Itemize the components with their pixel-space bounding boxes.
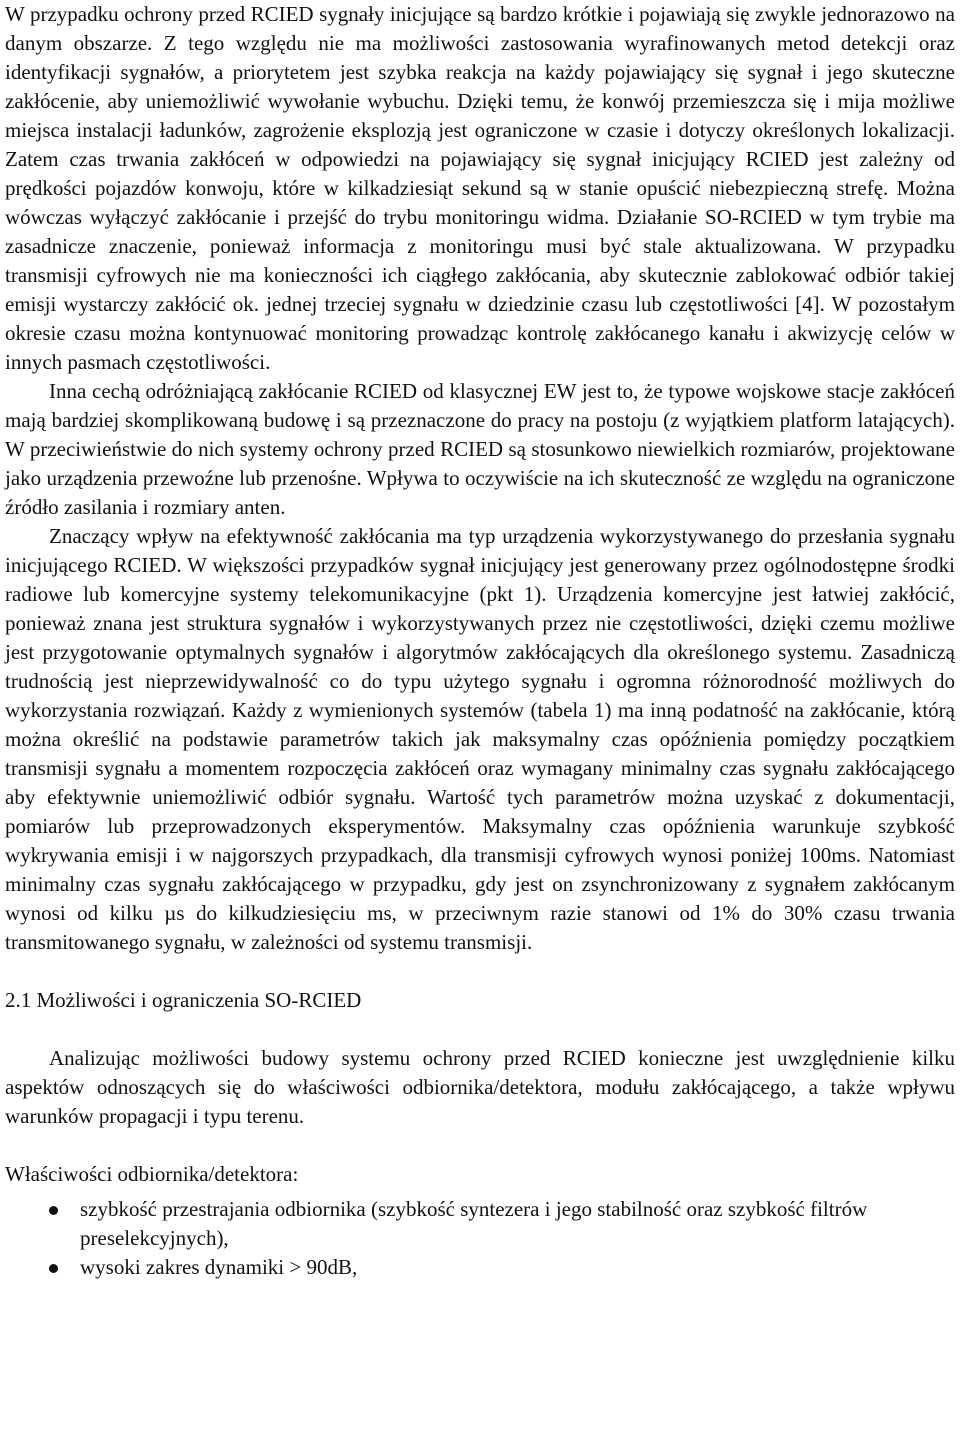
list-item-text: szybkość przestrajania odbiornika (szybkość syntezera i jego stabilność oraz szybkość filtrów preselekcyjnych), xyxy=(80,1197,868,1250)
spacer xyxy=(5,957,955,986)
spacer xyxy=(5,1131,955,1160)
bullet-icon xyxy=(49,1264,58,1273)
list-item xyxy=(5,1195,955,1253)
receiver-properties-list xyxy=(5,1195,955,1282)
receiver-properties-label: Właściwości odbiornika/detektora: xyxy=(5,1162,299,1186)
paragraph-ew-comparison: Inna cechą odróżniającą zakłócanie RCIED od klasycznej EW jest to, że typowe wojskowe stacje zakłóceń mają bardziej skomplikowaną budowę i są przeznaczone do pracy na postoju (z wyjątkiem platform latających). W przeciwieństwie do nich systemy ochrony przed RCIED są stosunkowo niewielkich rozmiarów, projektowane jako urządzenia przewoźne lub przenośne. Wpływa to oczywiście na ich skuteczność ze względu na ograniczone źródło zasilania i rozmiary anten. xyxy=(5,379,955,519)
list-item-text: wysoki zakres dynamiki > 90dB, xyxy=(80,1255,358,1279)
paragraph-analysis: Analizując możliwości budowy systemu ochrony przed RCIED konieczne jest uwzględnienie kilku aspektów odnoszących się do właściwości odbiornika/detektora, modułu zakłócającego, a także wpływu warunków propagacji i typu terenu. xyxy=(5,1046,955,1128)
paragraph-rcied-signals: W przypadku ochrony przed RCIED sygnały inicjujące są bardzo krótkie i pojawiają się zwykle jednorazowo na danym obszarze. Z tego względu nie ma możliwości zastosowania wyrafinowanych metod detekcji oraz identyfikacji sygnałów, a priorytetem jest szybka reakcja na każdy pojawiający się sygnał i jego skuteczne zakłócenie, aby uniemożliwić wywołanie wybuchu. Dzięki temu, że konwój przemieszcza się i mija możliwe miejsca instalacji ładunków, zagrożenie eksplozją jest ograniczone w czasie i dotyczy określonych lokalizacji. Zatem czas trwania zakłóceń w odpowiedzi na pojawiający się sygnał inicjujący RCIED jest zależny od prędkości pojazdów konwoju, które w kilkadziesiąt sekund są w stanie opuścić niebezpieczną strefę. Można wówczas wyłączyć zakłócanie i przejść do trybu monitoringu widma. Działanie SO-RCIED w tym trybie ma zasadnicze znaczenie, ponieważ informacja z monitoringu musi być stale aktualizowana. W przypadku transmisji cyfrowych nie ma konieczności ich ciągłego zakłócania, aby skutecznie zablokować odbiór takiej emisji wystarczy zakłócić ok. jednej trzeciej sygnału w dziedzinie czasu lub częstotliwości [4]. W pozostałym okresie czasu można kontynuować monitoring prowadząc kontrolę zakłócanego kanału i akwizycję celów w innych pasmach częstotliwości. xyxy=(5,2,955,374)
list-item xyxy=(5,1253,955,1282)
paragraph-device-type: Znaczący wpływ na efektywność zakłócania ma typ urządzenia wykorzystywanego do przesłania sygnału inicjującego RCIED. W większości przypadków sygnał inicjujący jest generowany przez ogólnodostępne środki radiowe lub komercyjne systemy telekomunikacyjne (pkt 1). Urządzenia komercyjne jest łatwiej zakłócić, ponieważ znana jest struktura sygnałów i wykorzystywanych przez nie częstotliwości, dzięki czemu możliwe jest przygotowanie optymalnych sygnałów i algorytmów zakłócających dla określonego systemu. Zasadniczą trudnością jest nieprzewidywalność co do typu użytego sygnału i ogromna różnorodność możliwych do wykorzystania rozwiązań. Każdy z wymienionych systemów (tabela 1) ma inną podatność na zakłócanie, którą można określić na podstawie parametrów takich jak maksymalny czas opóźnienia pomiędzy początkiem transmisji sygnału a momentem rozpoczęcia zakłóceń oraz wymagany minimalny czas sygnału zakłócającego aby efektywnie uniemożliwić odbiór sygnału. Wartość tych parametrów można uzyskać z dokumentacji, pomiarów lub przeprowadzonych eksperymentów. Maksymalny czas opóźnienia warunkuje szybkość wykrywania emisji i w najgorszych przypadkach, dla transmisji cyfrowych wynosi poniżej 100ms. Natomiast minimalny czas sygnału zakłócającego w przypadku, gdy jest on zsynchronizowany z sygnałem zakłócanym wynosi od kilku µs do kilkudziesięciu ms, w przeciwnym razie stanowi od 1% do 30% czasu trwania transmitowanego sygnału, w zależności od systemu transmisji. xyxy=(5,524,955,954)
document-page xyxy=(5,0,955,1282)
spacer xyxy=(5,1015,955,1044)
section-heading: 2.1 Możliwości i ograniczenia SO-RCIED xyxy=(5,988,362,1012)
bullet-icon xyxy=(49,1206,58,1215)
